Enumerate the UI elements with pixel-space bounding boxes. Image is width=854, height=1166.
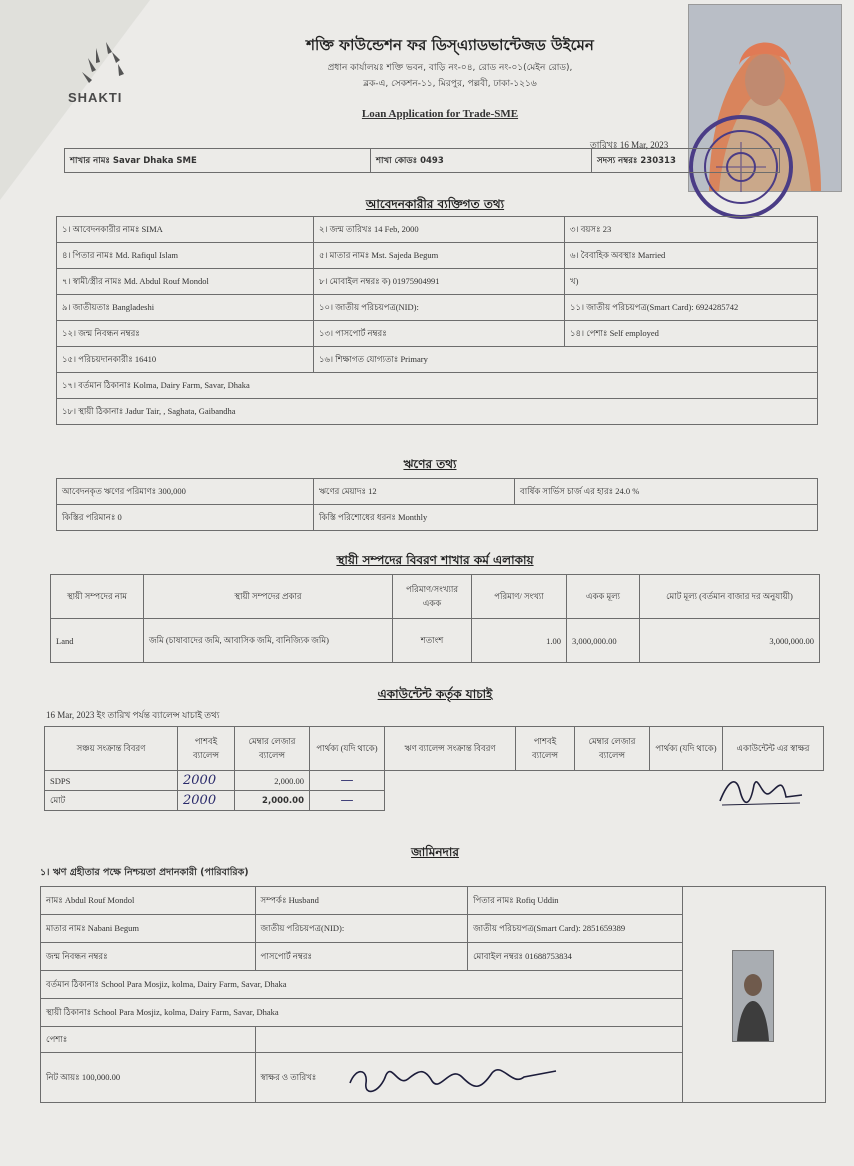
loan-section-title: ঋণের তথ্য <box>403 457 457 471</box>
personal-table <box>56 216 818 425</box>
asset-header-name: স্থায়ী সম্পদের নাম <box>51 575 144 619</box>
verify-header-savings: সঞ্চয় সংক্রান্ত বিবরণ <box>45 727 178 771</box>
verify-header-loan: ঋণ ব্যালেন্স সংক্রান্ত বিবরণ <box>385 727 516 771</box>
verify-row-label: SDPS <box>45 771 178 791</box>
applicant-name: ১। আবেদনকারীর নামঃ SIMA <box>57 217 314 243</box>
profession: ১৪। পেশাঃ Self employed <box>565 321 818 347</box>
verify-row-passbook: 2000 <box>178 771 235 791</box>
passport: ১৩। পাসপোর্ট নম্বরঃ <box>314 321 565 347</box>
father-name: ৪। পিতার নামঃ Md. Rafiqul Islam <box>57 243 314 269</box>
logo-text: SHAKTI <box>68 90 123 105</box>
guarantor-mother: মাতার নামঃ Nabani Begum <box>41 915 256 943</box>
asset-header-qty: পরিমাণ/ সংখ্যা <box>472 575 567 619</box>
verify-table <box>44 726 824 811</box>
guarantor-signature-icon <box>346 1057 566 1099</box>
verify-row-diff: — <box>310 771 385 791</box>
guarantor-profession: পেশাঃ <box>41 1027 256 1053</box>
verify-header-loan-ledger: মেম্বার লেজার ব্যালেন্স <box>575 727 650 771</box>
verify-section-title: একাউন্টেন্ট কর্তৃক যাচাই <box>377 687 493 701</box>
smart-card: ১১। জাতীয় পরিচয়পত্র(Smart Card): 6924285742 <box>565 295 818 321</box>
guarantor-table <box>40 886 826 1103</box>
mobile-number: ৮। মোবাইল নম্বরঃ ক) 01975904991 <box>314 269 565 295</box>
guarantor-net-income: নিট আয়ঃ 100,000.00 <box>41 1053 256 1103</box>
loan-duration: ঋণের মেয়াদঃ 12 <box>314 479 515 505</box>
verify-total-label: মোট <box>45 791 178 811</box>
marital-status: ৬। বৈবাহিক অবস্থাঃ Married <box>565 243 818 269</box>
guarantor-signature-label: স্বাক্ষর ও তারিখঃ <box>260 1071 317 1082</box>
verify-header-ledger: মেম্বার লেজার ব্যালেন্স <box>235 727 310 771</box>
verify-header-diff: পার্থক্য (যদি থাকে) <box>310 727 385 771</box>
nationality: ৯। জাতীয়তাঃ Bangladeshi <box>57 295 314 321</box>
guarantor-nid: জাতীয় পরিচয়পত্র(NID): <box>255 915 468 943</box>
asset-total: 3,000,000.00 <box>640 619 820 663</box>
service-charge: বার্ষিক সার্ভিস চার্জ এর হারঃ 24.0 % <box>515 479 818 505</box>
verify-row-ledger: 2,000.00 <box>235 771 310 791</box>
guarantor-passport: পাসপোর্ট নম্বরঃ <box>255 943 468 971</box>
org-header <box>250 34 650 91</box>
guarantor-permanent-address: স্থায়ী ঠিকানাঃ School Para Mosjiz, kolma, Dairy Farm, Savar, Dhaka <box>41 999 683 1027</box>
installment-count: কিস্তির পরিমানঃ 0 <box>57 505 314 531</box>
mother-name: ৫। মাতার নামঃ Mst. Sajeda Begum <box>314 243 565 269</box>
verify-note: 16 Mar, 2023 ইং তারিখ পর্যন্ত ব্যালেন্স যাচাই তথ্য <box>46 710 220 720</box>
loan-amount: আবেদনকৃত ঋণের পরিমাণঃ 300,000 <box>57 479 314 505</box>
org-name: শক্তি ফাউন্ডেশন ফর ডিস্এ্যাডভান্টেজড উইমেন <box>306 36 594 54</box>
asset-unit: শতাংশ <box>393 619 472 663</box>
introducer: ১৫। পরিচয়দানকারীঃ 16410 <box>57 347 314 373</box>
guarantor-profession-value <box>255 1027 682 1053</box>
asset-header-type: স্থায়ী সম্পদের প্রকার <box>144 575 393 619</box>
branch-name: শাখার নামঃ Savar Dhaka SME <box>65 149 371 173</box>
asset-header-total: মোট মূল্য (বর্তমান বাজার দর অনুযায়ী) <box>640 575 820 619</box>
org-address-1: প্রধান কার্যালয়ঃ শক্তি ভবন, বাড়ি নং-০৪, রোড নং-০১(মেইন রোড), <box>327 63 573 73</box>
branch-code: শাখা কোডঃ 0493 <box>371 149 592 173</box>
accountant-signature-icon <box>716 771 806 811</box>
asset-header-unit-price: একক মূল্য <box>567 575 640 619</box>
shakti-logo-icon <box>66 38 136 118</box>
spouse-name: ৭। স্বামী/স্ত্রীর নামঃ Md. Abdul Rouf Mondol <box>57 269 314 295</box>
asset-qty: 1.00 <box>472 619 567 663</box>
birth-reg: ১২। জন্ম নিবন্ধন নম্বরঃ <box>57 321 314 347</box>
applicant-age: ৩। বয়সঃ 23 <box>565 217 818 243</box>
assets-section-title: স্থায়ী সম্পদের বিবরণ শাখার কর্ম এলাকায় <box>336 553 534 567</box>
repay-type: কিস্তি পরিশোধের ধরনঃ Monthly <box>314 505 818 531</box>
education: ১৬। শিক্ষাগত যোগ্যতাঃ Primary <box>314 347 818 373</box>
guarantor-relation: সম্পর্কঃ Husband <box>255 887 468 915</box>
verify-header-loan-passbook: পাশবই ব্যালেন্স <box>516 727 575 771</box>
permanent-address: ১৮। স্থায়ী ঠিকানাঃ Jadur Tair, , Saghata, Gaibandha <box>57 399 818 425</box>
asset-name: Land <box>51 619 144 663</box>
verify-total-diff: — <box>310 791 385 811</box>
personal-section-title: আবেদনকারীর ব্যক্তিগত তথ্য <box>365 197 505 211</box>
verify-signature-area <box>385 771 824 811</box>
guarantor-photo <box>732 950 774 1042</box>
verify-header-passbook: পাশবই ব্যালেন্স <box>178 727 235 771</box>
verify-header-accountant-sign: একাউন্টেন্ট এর স্বাক্ষর <box>723 727 824 771</box>
branch-table <box>64 148 780 173</box>
asset-header-unit: পরিমাণ/সংখ্যার একক <box>393 575 472 619</box>
member-number: সদস্য নম্বরঃ 230313 <box>592 149 780 173</box>
application-date: তারিখঃ 16 Mar, 2023 <box>590 140 669 150</box>
guarantor-mobile: মোবাইল নম্বরঃ 01688753834 <box>468 943 683 971</box>
guarantor-father: পিতার নামঃ Rofiq Uddin <box>468 887 683 915</box>
verify-total-ledger: 2,000.00 <box>235 791 310 811</box>
document-title: Loan Application for Trade-SME <box>361 108 519 120</box>
asset-type: জমি (চাষাবাদের জমি, আবাসিক জমি, বানিজ্যিক জমি) <box>144 619 393 663</box>
guarantor-subtitle: ১। ঋণ গ্রহীতার পক্ষে নিশ্চয়তা প্রদানকারী (পারিবারিক) <box>40 867 249 878</box>
asset-unit-price: 3,000,000.00 <box>567 619 640 663</box>
mobile-number-2: খ) <box>565 269 818 295</box>
nid: ১০। জাতীয় পরিচয়পত্র(NID): <box>314 295 565 321</box>
present-address: ১৭। বর্তমান ঠিকানাঃ Kolma, Dairy Farm, Savar, Dhaka <box>57 373 818 399</box>
guarantor-smart-card: জাতীয় পরিচয়পত্র(Smart Card): 2851659389 <box>468 915 683 943</box>
verify-total-passbook: 2000 <box>178 791 235 811</box>
org-address-2: ব্লক-এ, সেকশন-১১, মিরপুর, পল্লবী, ঢাকা-১২১৬ <box>363 79 537 89</box>
guarantor-section-title: জামিনদার <box>411 845 459 859</box>
guarantor-name: নামঃ Abdul Rouf Mondol <box>41 887 256 915</box>
guarantor-present-address: বর্তমান ঠিকানাঃ School Para Mosjiz, kolma, Dairy Farm, Savar, Dhaka <box>41 971 683 999</box>
guarantor-signature-cell <box>255 1053 682 1103</box>
guarantor-birth-reg: জন্ম নিবন্ধন নম্বরঃ <box>41 943 256 971</box>
loan-table <box>56 478 818 531</box>
assets-table <box>50 574 820 663</box>
applicant-dob: ২। জন্ম তারিখঃ 14 Feb, 2000 <box>314 217 565 243</box>
verify-header-loan-diff: পার্থক্য (যদি থাকে) <box>650 727 723 771</box>
